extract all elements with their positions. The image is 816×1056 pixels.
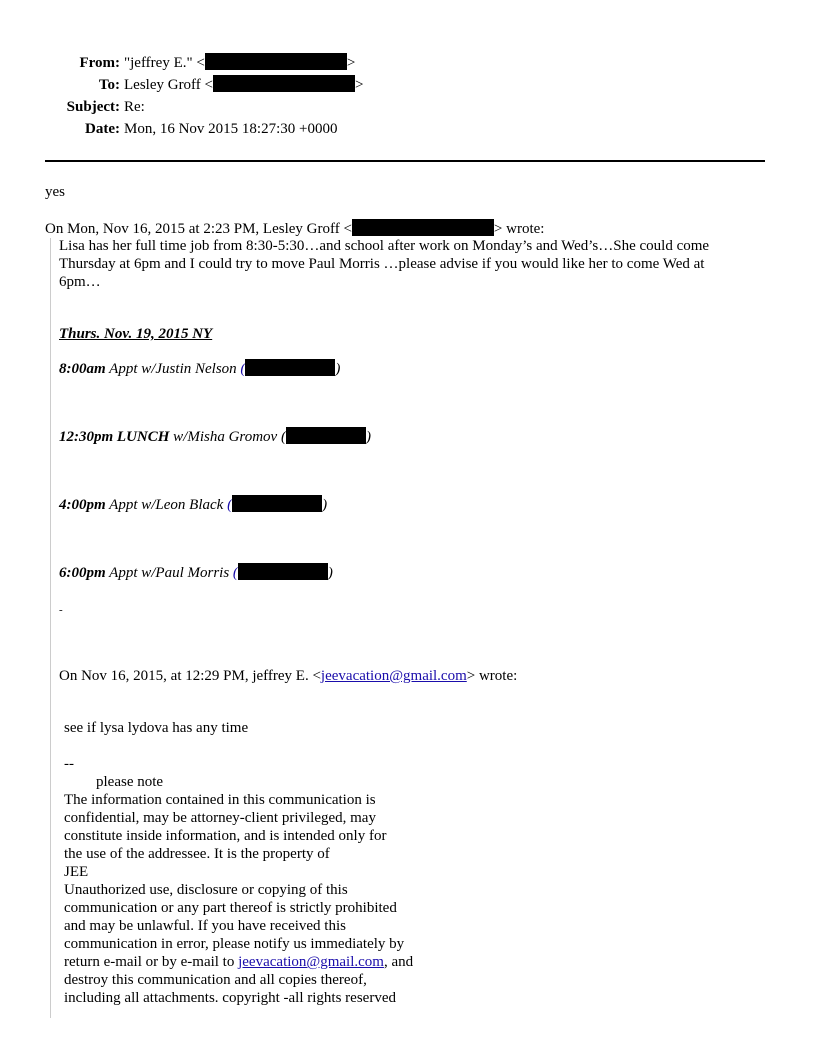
- schedule-time: 12:30pm LUNCH: [59, 429, 170, 445]
- signature-note: please note: [96, 774, 164, 790]
- open-paren: (: [227, 497, 233, 513]
- schedule-entry: [59, 359, 340, 378]
- quote2-message: see if lysa lydova has any time: [64, 720, 249, 736]
- disclaimer-line: including all attachments. copyright -all rights reserved: [64, 990, 396, 1006]
- from-close: >: [346, 55, 356, 71]
- close-paren: ): [335, 361, 341, 377]
- disclaimer-line: the use of the addressee. It is the property of: [64, 846, 330, 862]
- disclaimer-line: The information contained in this communication is: [64, 792, 376, 808]
- email-link[interactable]: jeevacation@gmail.com: [320, 668, 467, 684]
- header-divider: [45, 160, 765, 162]
- redaction-block: [213, 75, 355, 92]
- disclaimer-line: confidential, may be attorney-client privileged, may: [64, 810, 376, 826]
- subject-label: Subject:: [66, 99, 120, 115]
- open-paren: (: [280, 429, 286, 445]
- disclaimer-line: JEE: [64, 864, 89, 880]
- open-paren: (: [232, 565, 238, 581]
- quote-bar: [50, 238, 51, 1018]
- redaction-block: [205, 53, 347, 70]
- disclaimer-line: constitute inside information, and is intended only for: [64, 828, 387, 844]
- open-paren: (: [240, 361, 246, 377]
- email-link[interactable]: jeevacation@gmail.com: [238, 954, 384, 970]
- schedule-entry: [59, 563, 333, 582]
- schedule-time: 4:00pm: [59, 497, 106, 513]
- quote1-attribution-prefix: On Mon, Nov 16, 2015 at 2:23 PM, Lesley Groff <: [45, 221, 352, 237]
- disclaimer-line: Unauthorized use, disclosure or copying of this: [64, 882, 348, 898]
- from-name: "jeffrey E." <: [124, 55, 205, 71]
- close-paren: ): [322, 497, 328, 513]
- disclaimer-line: communication or any part thereof is strictly prohibited: [64, 900, 397, 916]
- redaction-block: [352, 219, 494, 236]
- quote2-attribution-prefix: On Nov 16, 2015, at 12:29 PM, jeffrey E. <: [59, 668, 321, 684]
- schedule-date-heading: Thurs. Nov. 19, 2015 NY: [59, 326, 213, 342]
- close-paren: ): [327, 565, 333, 581]
- disclaimer-line: and may be unlawful. If you have received this: [64, 918, 346, 934]
- schedule-entry: [59, 495, 327, 514]
- disclaimer-line: destroy this communication and all copies thereof,: [64, 972, 367, 988]
- redaction-block: [232, 495, 322, 512]
- to-label: To:: [98, 77, 120, 93]
- quote1-line: Thursday at 6pm and I could try to move Paul Morris …please advise if you would like her to come Wed at: [59, 256, 705, 272]
- quote2-attribution: [59, 667, 517, 685]
- schedule-desc: Appt w/Justin Nelson: [105, 361, 241, 377]
- schedule-desc: Appt w/Leon Black: [105, 497, 228, 513]
- quote2-attribution-suffix: > wrote:: [466, 668, 518, 684]
- close-paren: ): [365, 429, 371, 445]
- schedule-desc: Appt w/Paul Morris: [105, 565, 233, 581]
- schedule-dash: -: [59, 604, 63, 616]
- schedule-time: 6:00pm: [59, 565, 106, 581]
- date-label: Date:: [85, 121, 120, 137]
- schedule-time: 8:00am: [59, 361, 106, 377]
- disclaimer-line-with-link: [64, 953, 413, 971]
- reply-body: yes: [45, 184, 65, 200]
- quote1-attribution-suffix: > wrote:: [493, 221, 545, 237]
- disclaimer-line: communication in error, please notify us immediately by: [64, 936, 405, 952]
- date-value: Mon, 16 Nov 2015 18:27:30 +0000: [124, 121, 338, 137]
- redaction-block: [238, 563, 328, 580]
- disclaimer-link-prefix: return e-mail or by e-mail to: [64, 954, 239, 970]
- disclaimer-link-suffix: , and: [383, 954, 414, 970]
- signature-dashes: --: [64, 756, 74, 772]
- from-label: From:: [79, 55, 120, 71]
- schedule-desc: w/Misha Gromov: [169, 429, 281, 445]
- redaction-block: [286, 427, 366, 444]
- quote1-line: 6pm…: [59, 274, 101, 290]
- to-name: Lesley Groff <: [124, 77, 213, 93]
- subject-value: Re:: [124, 99, 145, 115]
- quote1-attribution: [45, 219, 544, 238]
- quote1-line: Lisa has her full time job from 8:30-5:30…and school after work on Monday’s and Wed’s…She could come: [59, 238, 710, 254]
- schedule-entry: [59, 427, 371, 446]
- redaction-block: [245, 359, 335, 376]
- to-close: >: [355, 77, 364, 93]
